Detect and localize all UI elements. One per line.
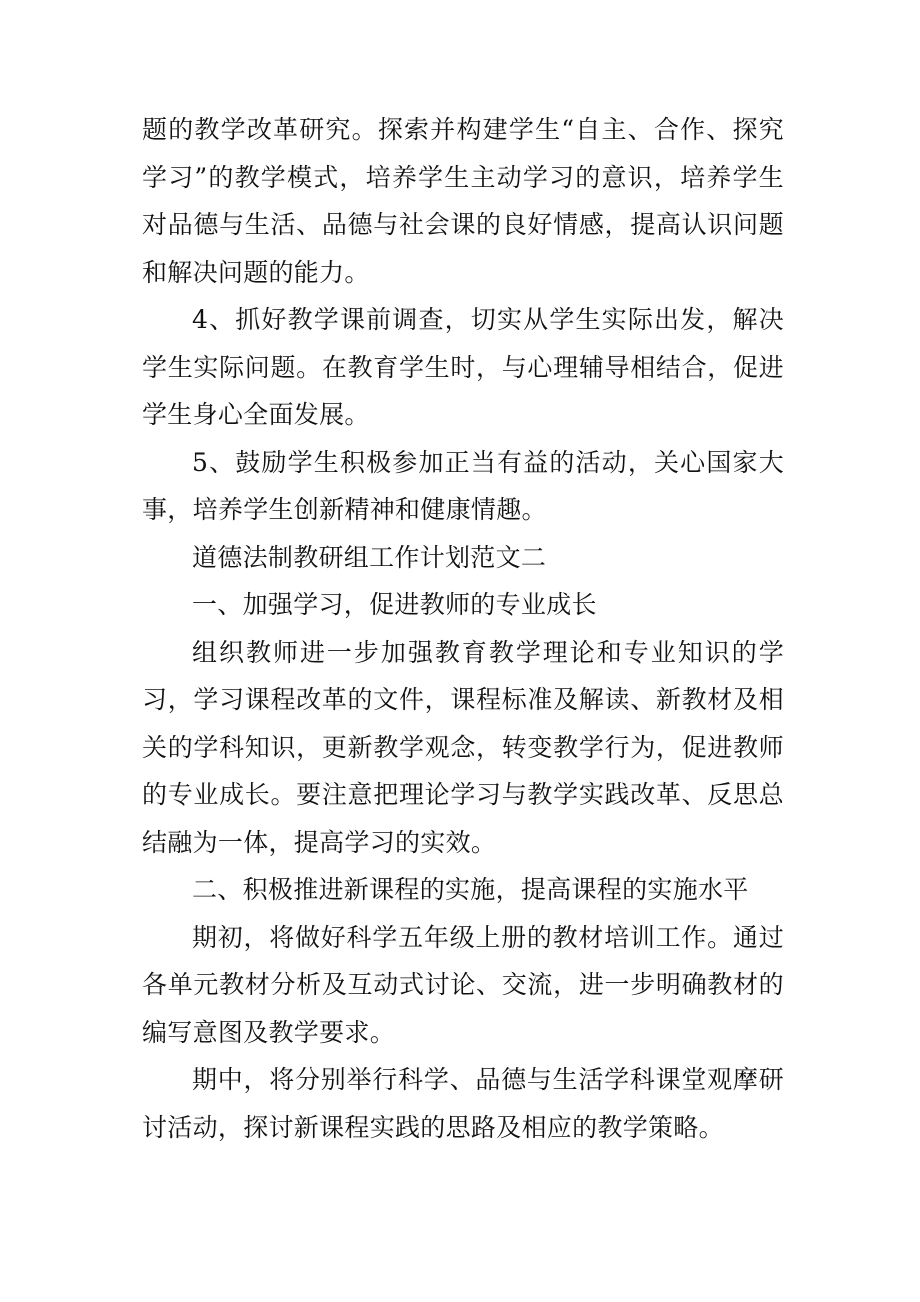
document-body	[142, 106, 784, 1151]
paragraph-item-5: 5、鼓励学生积极参加正当有益的活动，关心国家大事，培养学生创新精神和健康情趣。	[142, 447, 784, 524]
paragraph-continued: 题的教学改革研究。探索并构建学生“自主、合作、探究学习”的教学模式，培养学生主动学习的意识，培养学生对品德与生活、品德与社会课的良好情感，提高认识问题和解决问题的能力。	[142, 115, 784, 287]
paragraph-study: 组织教师进一步加强教育教学理论和专业知识的学习，学习课程改革的文件，课程标准及解读、新教材及相关的学科知识，更新教学观念，转变教学行为，促进教师的专业成长。要注意把理论学习与教学实践改革、反思总结融为一体，提高学习的实效。	[142, 637, 784, 857]
heading-one: 一、加强学习，促进教师的专业成长	[192, 590, 597, 619]
paragraph-term-start: 期初，将做好科学五年级上册的教材培训工作。通过各单元教材分析及互动式讨论、交流，进一步明确教材的编写意图及教学要求。	[142, 922, 784, 1047]
heading-two: 二、积极推进新课程的实施，提高课程的实施水平	[192, 875, 749, 904]
paragraph-mid-term: 期中，将分别举行科学、品德与生活学科课堂观摩研讨活动，探讨新课程实践的思路及相应的教学策略。	[142, 1065, 784, 1142]
paragraph-item-4: 4、抓好教学课前调查，切实从学生实际出发，解决学生实际问题。在教育学生时，与心理辅导相结合，促进学生身心全面发展。	[142, 305, 784, 429]
section-title: 道德法制教研组工作计划范文二	[192, 542, 547, 572]
